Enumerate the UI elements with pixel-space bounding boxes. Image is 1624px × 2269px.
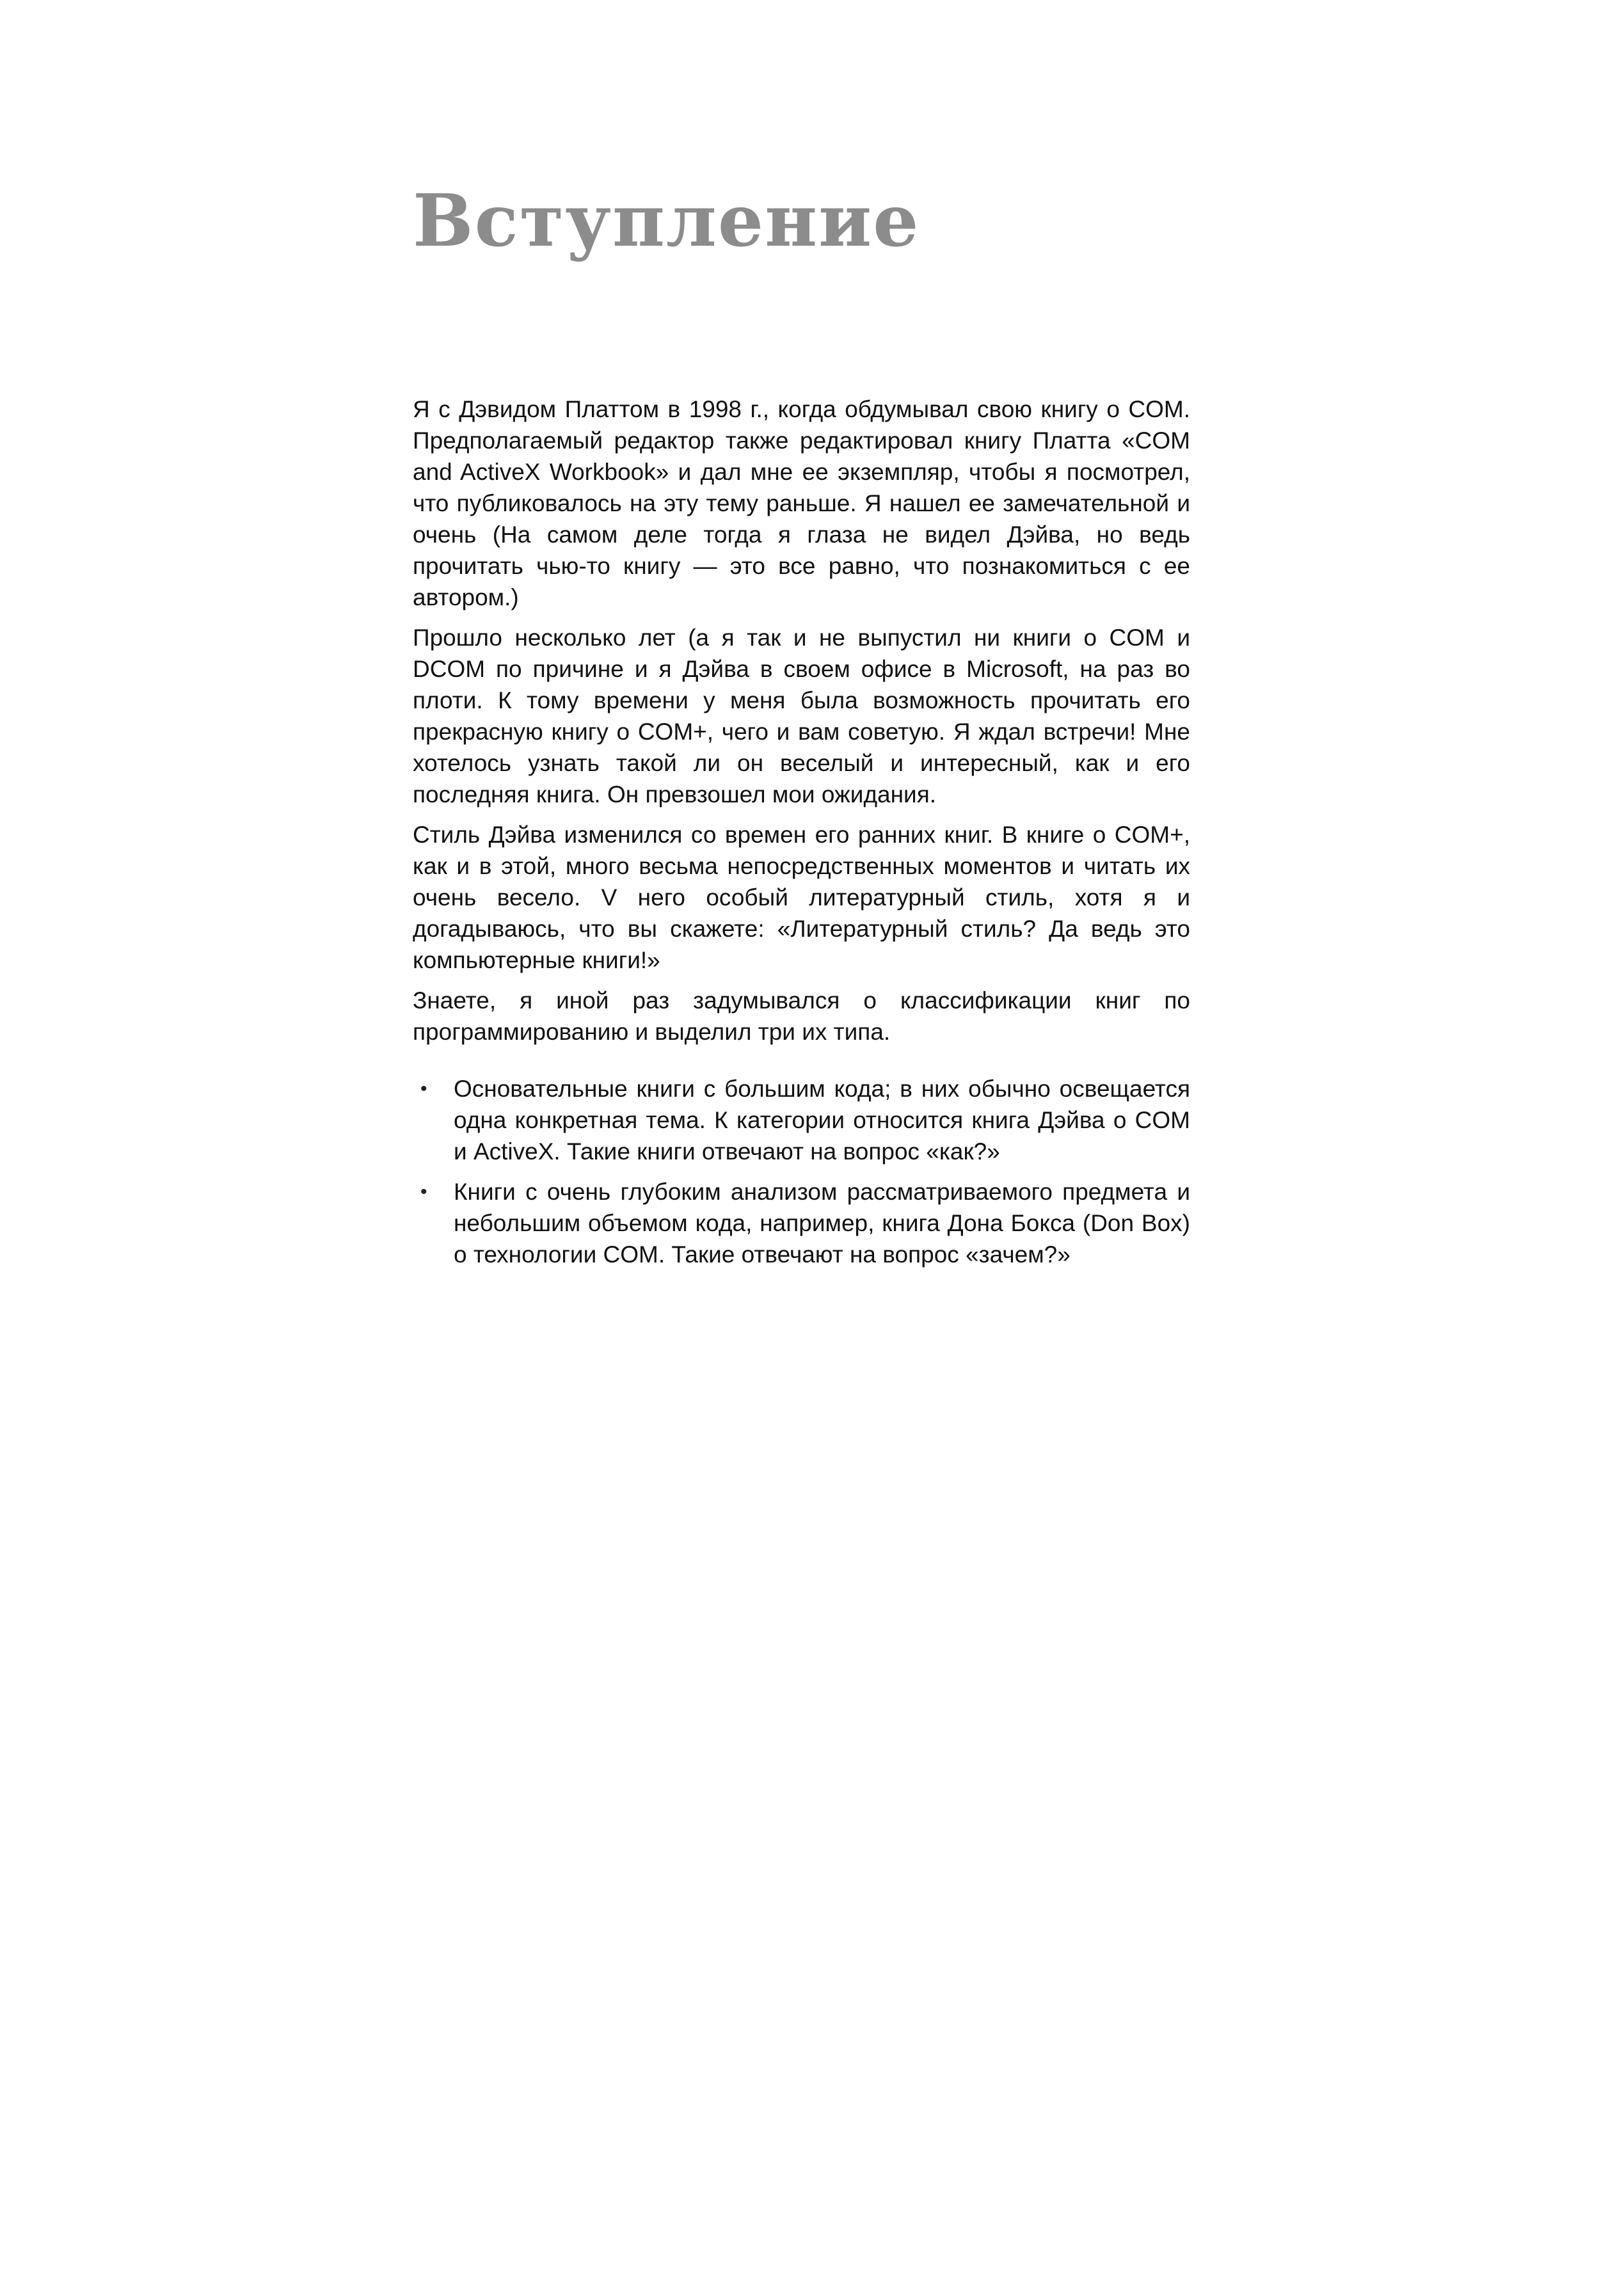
body-text [413,394,1190,1279]
list-item-text: Основательные книги с большим кода; в них обычно освещается одна конкретная тема. К категории относится книга Дэйва о COM и ActiveX. Такие книги отвечают на вопрос «как?» [454,1076,1190,1165]
paragraph-2: Прошло несколько лет (а я так и не выпустил ни книги о COM и DCOM по причине и я Дэйва в своем офисе в Microsoft, на раз во плоти. К тому времени у меня была возможность прочитать его прекрасную книгу о COM+, чего и вам советую. Я ждал встречи! Мне хотелось узнать такой ли он веселый и интересный, как и его последняя книга. Он превзошел мои ожидания. [413,625,1190,808]
page-title: Вступление [413,179,920,263]
bullet-icon: • [420,1181,427,1202]
book-types-list [413,1073,1190,1270]
paragraph-4: Знаете, я иной раз задумывался о классификации книг по программированию и выделил три их типа. [413,987,1190,1045]
list-item [413,1073,1190,1167]
paragraph-1: Я с Дэвидом Платтом в 1998 г., когда обдумывал свою книгу о COM. Предполагаемый редактор также редактировал книгу Платта «COM and ActiveX Workbook» и дал мне ее экземпляр, чтобы я посмотрел, что публиковалось на эту тему раньше. Я нашел ее замечательной и очень (На самом деле тогда я глаза не видел Дэйва, но ведь прочитать чью-то книгу — это все равно, что познакомиться с ее автором.) [413,396,1190,610]
paragraph-3: Стиль Дэйва изменился со времен его ранних книг. В книге о COM+, как и в этой, много весьма непосредственных моментов и читать их очень весело. V него особый литературный стиль, хотя я и догадываюсь, что вы скажете: «Литературный стиль? Да ведь это компьютерные книги!» [413,822,1190,973]
bullet-icon: • [420,1078,427,1099]
list-item-text: Книги с очень глубоким анализом рассматриваемого предмета и небольшим объемом кода, например, книга Дона Бокса (Don Box) о технологии COM. Такие отвечают на вопрос «зачем?» [454,1179,1190,1268]
list-item [413,1176,1190,1270]
